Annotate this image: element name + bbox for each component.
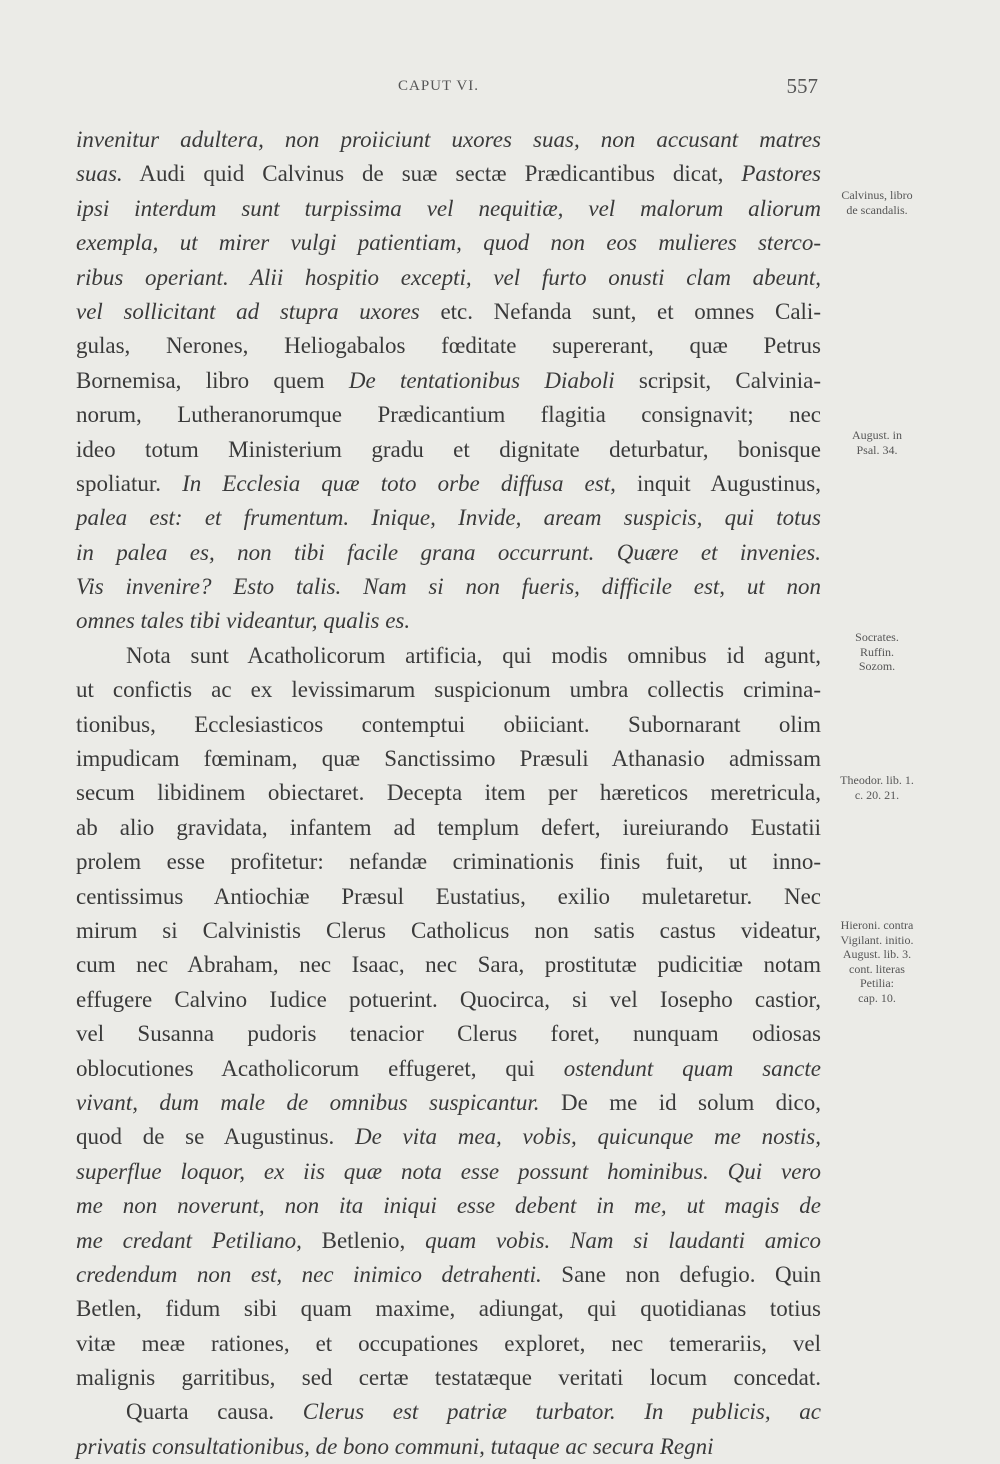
margin-note-line: cont. literas: [849, 961, 905, 976]
roman-text: Audi quid Calvinus de suæ sectæ Prædicantibus dicat,: [122, 161, 742, 187]
text-line: [76, 1292, 821, 1326]
text-line: [76, 1395, 821, 1429]
margin-note-line: de scandalis.: [846, 202, 908, 217]
text-line: [76, 1361, 821, 1395]
text-line: [76, 536, 821, 570]
text-line: [76, 501, 821, 535]
italic-text: ipsi interdum sunt turpissima vel nequitiæ, vel malorum aliorum: [76, 195, 821, 221]
running-head: CAPUT VI.: [398, 78, 479, 94]
text-line: [76, 604, 821, 638]
italic-text: privatis consultationibus, de bono communi, tutaque ac secura Regni: [76, 1433, 714, 1459]
roman-text: cum nec Abraham, nec Isaac, nec Sara, prostitutæ pudicitiæ notam: [76, 952, 821, 978]
roman-text: Quarta causa.: [126, 1399, 303, 1425]
italic-text: Clerus est patriæ turbator. In publicis, ac: [302, 1399, 821, 1425]
margin-note-line: Psal. 34.: [856, 442, 898, 457]
text-line: [76, 742, 821, 776]
italic-text: exempla, ut mirer vulgi patientiam, quod non eos mulieres sterco-: [76, 230, 821, 256]
margin-note-line: Socrates.: [855, 630, 899, 644]
text-line: [76, 1224, 821, 1258]
text-line: [76, 364, 821, 398]
text-line: [76, 1258, 821, 1292]
margin-note-line: Sozom.: [858, 659, 896, 673]
margin-note-hieronymus: [822, 918, 932, 1005]
margin-note-line: Theodor. lib. 1.: [840, 773, 914, 787]
text-line: [76, 433, 821, 467]
text-line: [76, 914, 821, 948]
roman-text: prolem esse profitetur: nefandæ criminationis finis fuit, ut inno-: [76, 849, 821, 875]
text-line: [76, 983, 821, 1017]
italic-text: credendum non est, nec inimico detrahenti.: [76, 1261, 542, 1287]
margin-note-line: cap. 10.: [858, 990, 896, 1005]
roman-text: quod de se Augustinus.: [76, 1124, 355, 1150]
text-line: [76, 1430, 821, 1464]
text-line: [76, 880, 821, 914]
roman-text: mirum si Calvinistis Clerus Catholicus non satis castus videatur,: [76, 917, 821, 943]
text-line: [76, 845, 821, 879]
roman-text: inquit Augustinus,: [615, 470, 821, 496]
roman-text: oblocutiones Acatholicorum effugeret, qui: [76, 1055, 564, 1081]
margin-note-line: Petilia:: [860, 976, 894, 990]
text-line: [76, 1120, 821, 1154]
text-line: [76, 1155, 821, 1189]
text-line: [76, 1327, 821, 1361]
italic-text: vel sollicitant ad stupra uxores: [76, 298, 420, 324]
roman-text: ab alio gravidata, infantem ad templum defert, iureiurando Eustatii: [76, 814, 821, 840]
roman-text: ut confictis ac ex levissimarum suspicionum umbra collectis crimina-: [76, 677, 821, 703]
roman-text: malignis garritibus, sed certæ testatæque veritati locum concedat.: [76, 1365, 821, 1391]
page-header: [398, 74, 818, 102]
italic-text: in palea es, non tibi facile grana occurrunt. Quære et invenies.: [76, 539, 821, 565]
roman-text: effugere Calvino Iudice potuerint. Quocirca, si vel Iosepho castior,: [76, 986, 821, 1012]
margin-note-augustinus: [822, 428, 932, 457]
italic-text: ostendunt quam sancte: [563, 1055, 821, 1081]
margin-note-line: Ruffin.: [859, 644, 895, 659]
text-line: [76, 123, 821, 157]
roman-text: Nota sunt Acatholicorum artificia, qui modis omnibus id agunt,: [126, 642, 821, 668]
roman-text: Betlenio,: [301, 1227, 426, 1253]
italic-text: palea est: et frumentum. Inique, Invide, aream suspicis, qui totus: [76, 505, 821, 531]
italic-text: me non noverunt, non ita iniqui esse debent in me, ut magis de: [76, 1193, 821, 1219]
text-line: [76, 708, 821, 742]
italic-text: invenitur adultera, non proiiciunt uxores suas, non accusant matres: [76, 127, 821, 152]
roman-text: spoliatur.: [76, 470, 183, 496]
roman-text: scripsit, Calvinia-: [614, 367, 822, 393]
roman-text: ideo totum Ministerium gradu et dignitate deturbatur, bonisque: [76, 436, 821, 462]
italic-text: suas.: [76, 161, 123, 187]
text-line: [76, 192, 821, 226]
italic-text: Vis invenire? Esto talis. Nam si non fueris, difficile est, ut non: [76, 574, 821, 600]
roman-text: impudicam fœminam, quæ Sanctissimo Præsuli Athanasio admissam: [76, 746, 821, 772]
roman-text: gulas, Nerones, Heliogabalos fœditate supererant, quæ Petrus: [76, 333, 821, 359]
text-line: [76, 295, 821, 329]
roman-text: De me id solum dico,: [539, 1089, 822, 1115]
roman-text: Betlen, fidum sibi quam maxime, adiungat, qui quotidianas totius: [76, 1296, 821, 1322]
text-line: [76, 261, 821, 295]
margin-note-calvinus: [822, 188, 932, 217]
text-line: [76, 639, 821, 673]
text-line: [76, 467, 821, 501]
roman-text: secum libidinem obiectaret. Decepta item per hæreticos meretricula,: [76, 780, 821, 806]
text-line: [76, 673, 821, 707]
text-line: [76, 811, 821, 845]
text-line: [76, 776, 821, 810]
text-line: [76, 1086, 821, 1120]
margin-note-line: August. in: [851, 428, 902, 442]
margin-note-line: Vigilant. initio.: [840, 932, 914, 947]
margin-note-socrates: [822, 630, 932, 674]
roman-text: vel Susanna pudoris tenacior Clerus foret, nunquam odiosas: [76, 1021, 821, 1047]
text-line: [76, 1017, 821, 1051]
margin-note-theodoretus: [822, 773, 932, 802]
margin-note-line: Hieroni. contra: [840, 918, 914, 932]
italic-text: quam vobis. Nam si laudanti amico: [425, 1227, 821, 1253]
text-line: [76, 329, 821, 363]
italic-text: In Ecclesia quæ toto orbe diffusa est,: [182, 470, 616, 496]
text-line: [76, 1189, 821, 1223]
roman-text: vitæ meæ rationes, et occupationes exploret, nec temerariis, vel: [76, 1330, 821, 1356]
roman-text: centissimus Antiochiæ Præsul Eustatius, exilio muletaretur. Nec: [76, 883, 821, 909]
italic-text: me credant Petiliano,: [76, 1227, 302, 1253]
text-line: [76, 1052, 821, 1086]
roman-text: norum, Lutheranorumque Prædicantium flagitia consignavit; nec: [76, 402, 821, 428]
italic-text: De vita mea, vobis, quicunque me nostis,: [355, 1124, 822, 1150]
text-line: [76, 226, 821, 260]
text-line: [76, 398, 821, 432]
text-line: [76, 570, 821, 604]
italic-text: omnes tales tibi videantur, qualis es.: [76, 608, 411, 634]
page-number: 557: [786, 74, 818, 98]
italic-text: vivant, dum male de omnibus suspicantur.: [76, 1089, 540, 1115]
roman-text: tionibus, Ecclesiasticos contemptui obiiciant. Subornarant olim: [76, 711, 821, 737]
italic-text: superflue loquor, ex iis quæ nota esse possunt hominibus. Qui vero: [76, 1158, 821, 1184]
italic-text: Pastores: [741, 161, 821, 187]
italic-text: ribus operiant. Alii hospitio excepti, vel furto onusti clam abeunt,: [76, 264, 821, 290]
roman-text: etc. Nefanda sunt, et omnes Cali-: [419, 298, 821, 324]
margin-note-line: Calvinus, libro: [841, 188, 913, 202]
roman-text: Sane non defugio. Quin: [541, 1261, 822, 1287]
italic-text: De tentationibus Diaboli: [348, 367, 615, 393]
text-line: [76, 157, 821, 191]
margin-note-line: August. lib. 3.: [842, 947, 912, 961]
roman-text: Bornemisa, libro quem: [76, 367, 349, 393]
text-line: [76, 948, 821, 982]
body-text: [76, 123, 821, 1464]
margin-note-line: c. 20. 21.: [854, 787, 900, 802]
